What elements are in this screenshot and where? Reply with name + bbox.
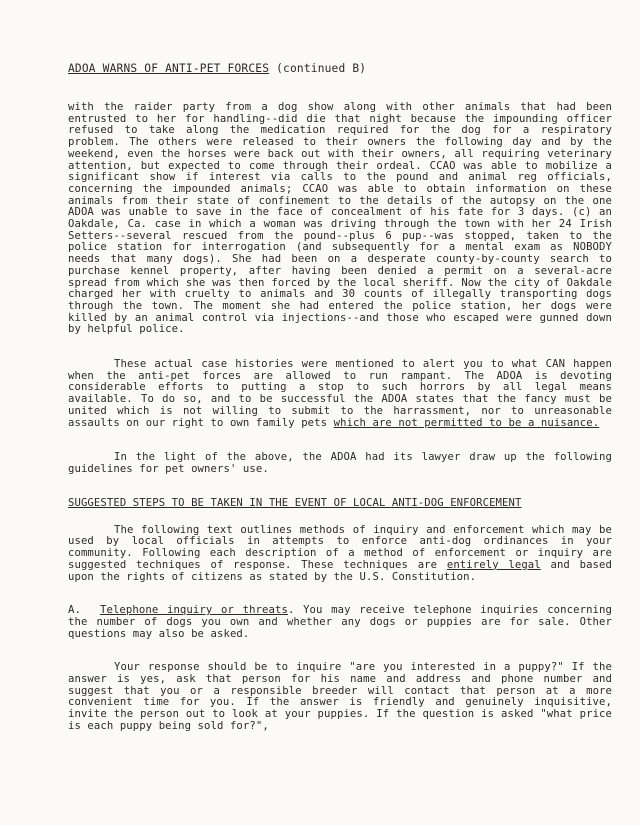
heading-continued: (continued B): [276, 62, 367, 75]
paragraph-case-histories: with the raider party from a dog show along with other animals that had been entrusted to her for handling--did die that night because the impounding officer refused to take along the medication required for the dog for a respiratory problem. The others were released to their owners the following day and by the weekend, even the horses were back out with their owners, all requiring veterinary attention, but expected to come through their ordeal. CCAO was able to mobilize a significant show if interest via calls to the pound and animal reg officials, concerning the impounded animals; CCAO was able to obtain information on these animals from their state of confinement to the details of the autopsy on the one ADOA was unable to save in the face of concealment of his fate for 3 days. (c) an Oakdale, Ca. case in which a woman was driving through the town with her 24 Irish Setters--several rescued from the pound--plus 6 pup--was stopped, taken to the police station for interrogation (and subsequently for a mental exam as NOBODY needs that many dogs). She had been on a desperate county-by-county search to purchase kennel property, after having been denied a permit on a several-acre spread from which she was then forced by the local sheriff. Now the city of Oakdale charged her with cruelty to animals and 30 counts of illegally transporting dogs through the town. The moment she had entered the police station, her dogs were killed by an animal control via injections--and those who escaped were gunned down by helpful police.: [68, 101, 612, 336]
heading-title: ADOA WARNS OF ANTI-PET FORCES: [68, 62, 270, 75]
item-a-text: . You may receive telephone inquiries concerning the number of dogs you own and whether any dogs or puppies are for sale. Other questions may also be asked.: [68, 604, 612, 640]
section-heading: SUGGESTED STEPS TO BE TAKEN IN THE EVENT OF LOCAL ANTI-DOG ENFORCEMENT: [68, 496, 522, 509]
page-heading: [68, 62, 612, 75]
item-a-title: Telephone inquiry or threats: [100, 604, 288, 617]
paragraph-outline-text: The following text outlines methods of inquiry and enforcement which may be used by local officials in attempts to enforce anti-dog ordinances in your community. Following each description of a method of enforcement or inquiry are suggested techniques of response. These techniques are: [68, 523, 612, 571]
item-a-label: A.: [68, 604, 81, 617]
paragraph-alert: [68, 359, 612, 429]
paragraph-alert-text: These actual case histories were mentioned to alert you to what CAN happen when the anti-pet forces are allowed to run rampant. The ADOA is devoting considerable efforts to putting a stop to such horrors by all legal means available. To do so, and to be successful the ADOA states that the fancy must be united which is not willing to submit to the harrassment, nor to unreasonable assaults on our right to own family pets: [68, 358, 612, 429]
paragraph-outline-end: and based upon the rights of citizens as stated by the U.S. Constitution.: [68, 558, 612, 583]
paragraph-outline-underlined: entirely legal: [446, 558, 541, 571]
item-a: [68, 605, 612, 640]
paragraph-response: Your response should be to inquire "are you interested in a puppy?" If the answer is yes, ask that person for his name and address and phone number and suggest that you or a responsible breeder will contact that person at a more convenient time for you. If the answer is friendly and genuinely inquisitive, invite the person out to look at your puppies. If the question is asked "what price is each puppy being sold for?",: [68, 661, 612, 732]
paragraph-alert-underlined: which are not permitted to be a nuisance.: [333, 416, 600, 429]
paragraph-outline: [68, 525, 612, 584]
paragraph-guidelines-intro: In the light of the above, the ADOA had its lawyer draw up the following guidelines for pet owners' use.: [68, 451, 612, 475]
